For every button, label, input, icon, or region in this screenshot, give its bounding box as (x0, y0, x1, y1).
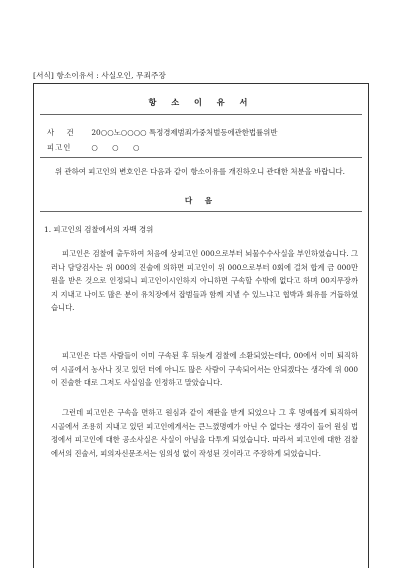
defendant-value: ○ ○ ○ (91, 143, 146, 152)
body-paragraph-1: 피고인은 검찰에 출두하여 처음에 상피고인 000으로부터 뇌물수수사실을 부인하였습니다. 그러나 담당검사는 위 000의 진술에 의하면 피고인이 위 000으로부터 0회에 걸쳐 합계 금 000만원을 받은 것으로 인정되니 피고인이시인하지 아니하면 구속할 수밖에 없다고 하며 00지무장까지 지내고 나이도 많은 분이 유치장에서 잡범들과 함께 지낼 수 있느냐고 협박과 회유를 거듭하였습니다. (51, 249, 358, 313)
defendant-row (47, 142, 145, 153)
case-label: 사 건 (47, 128, 79, 137)
document-caption: [서식] 항소이유서 : 사실오인, 무죄주장 (33, 71, 166, 80)
document-frame (33, 83, 369, 568)
section-heading-1: 1. 피고인의 검찰에서의 자백 경위 (44, 225, 154, 234)
dahm-heading: 다 음 (184, 196, 218, 205)
intro-divider (40, 211, 362, 212)
header-divider (40, 157, 362, 158)
document-title: 항 소 이 유 서 (148, 97, 254, 107)
defendant-label: 피고인 (47, 143, 72, 152)
case-row (47, 127, 277, 138)
case-value: 20○○노○○○○ 특정경제범죄가중처벌등에관한법률위반 (91, 128, 278, 137)
title-divider (40, 114, 362, 115)
body-paragraph-2: 피고인은 다른 사람들이 이미 구속된 후 뒤늦게 검찰에 소환되었는데다, 00에서 이미 퇴직하여 시골에서 농사나 짓고 있던 터에 아니도 많은 사람이 구속되어서는 안되겠다는 생각에 위 000이 진술한 대로 그저도 사실임을 인정하고 말았습니다. (51, 351, 358, 388)
body-paragraph-3: 그런데 피고인은 구속을 면하고 원심과 같이 재판을 받게 되었으나 그 후 명예롭게 퇴직하여 시골에서 조용히 지내고 있던 피고인에게서는 큰느꼈명예가 아닌 수 없다는 생각이 들어 원심 법정에서 피고인에 대한 공소사실은 사실이 아님을 다투게 되었습니다. 따라서 피고인에 대한 검찰에서의 진술서, 피의자신문조서는 임의성 없이 작성된 것이라고 주장하게 되었습니다. (51, 408, 358, 458)
intro-paragraph: 위 관하여 피고인의 변호인은 다음과 같이 항소이유를 개진하오니 관대한 처분을 바랍니다. (55, 167, 346, 176)
